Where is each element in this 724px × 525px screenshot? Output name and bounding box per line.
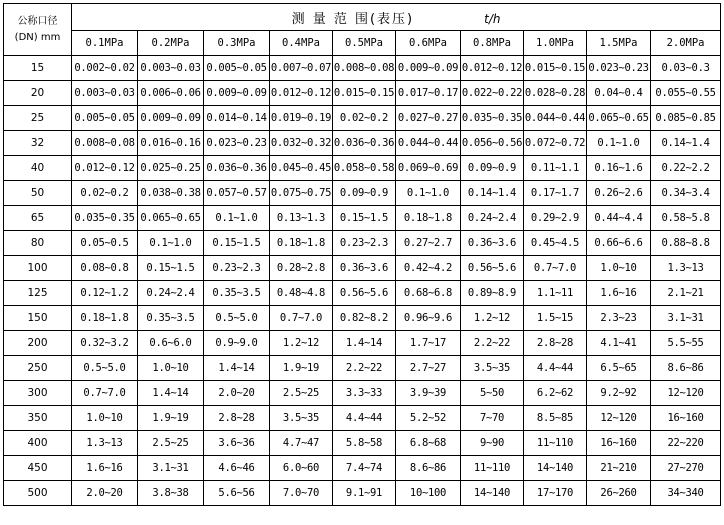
dn-cell: 250 [4,356,72,381]
range-cell: 0.057~0.57 [204,181,270,206]
range-cell: 0.056~0.56 [461,131,524,156]
dn-cell: 100 [4,256,72,281]
range-cell: 7~70 [461,406,524,431]
range-cell: 0.006~0.06 [138,81,204,106]
range-cell: 0.89~8.9 [461,281,524,306]
dn-cell: 65 [4,206,72,231]
table-row [4,181,721,206]
range-cell: 0.003~0.03 [72,81,138,106]
range-cell: 0.015~0.15 [333,81,396,106]
range-cell: 0.014~0.14 [204,106,270,131]
range-cell: 34~340 [651,481,721,506]
range-cell: 0.7~7.0 [524,256,587,281]
range-cell: 0.008~0.08 [333,56,396,81]
range-cell: 0.29~2.9 [524,206,587,231]
table-row [4,81,721,106]
range-cell: 16~160 [651,406,721,431]
range-cell: 0.44~4.4 [587,206,651,231]
range-cell: 0.28~2.8 [270,256,333,281]
dn-cell: 450 [4,456,72,481]
range-cell: 1.4~14 [138,381,204,406]
range-cell: 0.016~0.16 [138,131,204,156]
range-cell: 0.1~1.0 [587,131,651,156]
range-cell: 1.6~16 [587,281,651,306]
range-cell: 1.0~10 [138,356,204,381]
dn-cell: 25 [4,106,72,131]
range-cell: 10~100 [396,481,461,506]
range-cell: 6.2~62 [524,381,587,406]
range-cell: 9.2~92 [587,381,651,406]
dn-cell: 15 [4,56,72,81]
range-cell: 16~160 [587,431,651,456]
range-cell: 0.009~0.09 [138,106,204,131]
pressure-header: 1.5MPa [587,31,651,56]
pressure-header: 0.2MPa [138,31,204,56]
range-cell: 0.017~0.17 [396,81,461,106]
range-cell: 0.7~7.0 [270,306,333,331]
range-cell: 0.023~0.23 [204,131,270,156]
range-cell: 8.6~86 [651,356,721,381]
range-cell: 0.12~1.2 [72,281,138,306]
pressure-header: 2.0MPa [651,31,721,56]
range-cell: 0.36~3.6 [333,256,396,281]
table-row [4,456,721,481]
range-cell: 0.68~6.8 [396,281,461,306]
range-cell: 0.04~0.4 [587,81,651,106]
dn-header-line1: 公称口径 [17,15,58,27]
range-cell: 5.6~56 [204,481,270,506]
range-cell: 0.005~0.05 [204,56,270,81]
range-unit: t/h [484,11,501,26]
dn-cell: 125 [4,281,72,306]
range-cell: 4.7~47 [270,431,333,456]
table-row [4,156,721,181]
range-cell: 2.1~21 [651,281,721,306]
dn-cell: 32 [4,131,72,156]
range-cell: 12~120 [651,381,721,406]
dn-cell: 150 [4,306,72,331]
range-cell: 0.18~1.8 [396,206,461,231]
range-cell: 3.8~38 [138,481,204,506]
dn-cell: 500 [4,481,72,506]
range-cell: 21~210 [587,456,651,481]
range-cell: 0.1~1.0 [138,231,204,256]
range-cell: 0.036~0.36 [204,156,270,181]
range-cell: 3.1~31 [651,306,721,331]
dn-cell: 300 [4,381,72,406]
range-cell: 2.0~20 [72,481,138,506]
table-row [4,331,721,356]
range-cell: 5.5~55 [651,331,721,356]
range-cell: 0.038~0.38 [138,181,204,206]
range-cell: 0.45~4.5 [524,231,587,256]
range-cell: 0.36~3.6 [461,231,524,256]
pressure-header: 1.0MPa [524,31,587,56]
range-cell: 0.028~0.28 [524,81,587,106]
range-cell: 0.045~0.45 [270,156,333,181]
range-cell: 0.012~0.12 [461,56,524,81]
range-cell: 0.48~4.8 [270,281,333,306]
range-cell: 3.1~31 [138,456,204,481]
range-cell: 0.058~0.58 [333,156,396,181]
dn-cell: 50 [4,181,72,206]
range-cell: 0.5~5.0 [72,356,138,381]
range-cell: 7.0~70 [270,481,333,506]
range-cell: 1.0~10 [72,406,138,431]
range-cell: 6.8~68 [396,431,461,456]
range-cell: 0.003~0.03 [138,56,204,81]
table-row [4,481,721,506]
range-cell: 3.5~35 [270,406,333,431]
range-cell: 2.2~22 [461,331,524,356]
range-cell: 2.7~27 [396,356,461,381]
range-cell: 12~120 [587,406,651,431]
range-title-cell [72,4,721,31]
range-cell: 0.27~2.7 [396,231,461,256]
range-cell: 0.14~1.4 [651,131,721,156]
range-cell: 4.4~44 [524,356,587,381]
range-cell: 3.3~33 [333,381,396,406]
range-cell: 0.58~5.8 [651,206,721,231]
range-cell: 0.02~0.2 [72,181,138,206]
table-row [4,56,721,81]
range-cell: 1.2~12 [270,331,333,356]
range-cell: 1.1~11 [524,281,587,306]
table-row [4,306,721,331]
range-cell: 1.3~13 [651,256,721,281]
range-cell: 4.6~46 [204,456,270,481]
header-row-pressures [4,31,721,56]
range-cell: 0.009~0.09 [396,56,461,81]
range-cell: 0.035~0.35 [461,106,524,131]
range-cell: 0.17~1.7 [524,181,587,206]
range-cell: 0.5~5.0 [204,306,270,331]
range-cell: 1.9~19 [138,406,204,431]
range-cell: 14~140 [461,481,524,506]
table-row [4,256,721,281]
range-cell: 5~50 [461,381,524,406]
range-cell: 0.002~0.02 [72,56,138,81]
table-row [4,131,721,156]
range-cell: 0.015~0.15 [524,56,587,81]
range-cell: 0.9~9.0 [204,331,270,356]
range-cell: 0.32~3.2 [72,331,138,356]
range-cell: 0.82~8.2 [333,306,396,331]
range-cell: 0.15~1.5 [138,256,204,281]
range-cell: 0.035~0.35 [72,206,138,231]
range-cell: 0.065~0.65 [138,206,204,231]
range-cell: 0.007~0.07 [270,56,333,81]
range-cell: 0.1~1.0 [204,206,270,231]
range-cell: 4.4~44 [333,406,396,431]
range-cell: 0.072~0.72 [524,131,587,156]
range-cell: 0.036~0.36 [333,131,396,156]
table-row [4,281,721,306]
range-cell: 0.13~1.3 [270,206,333,231]
range-cell: 0.025~0.25 [138,156,204,181]
pressure-header: 0.8MPa [461,31,524,56]
header-row-title [4,4,721,31]
range-cell: 0.22~2.2 [651,156,721,181]
range-cell: 1.0~10 [587,256,651,281]
range-cell: 1.4~14 [333,331,396,356]
range-cell: 2.3~23 [587,306,651,331]
range-cell: 0.56~5.6 [461,256,524,281]
range-cell: 0.35~3.5 [204,281,270,306]
range-cell: 0.6~6.0 [138,331,204,356]
range-cell: 2.2~22 [333,356,396,381]
range-cell: 0.24~2.4 [461,206,524,231]
range-cell: 0.012~0.12 [270,81,333,106]
range-cell: 2.8~28 [524,331,587,356]
range-cell: 0.055~0.55 [651,81,721,106]
pressure-header: 0.1MPa [72,31,138,56]
range-cell: 1.5~15 [524,306,587,331]
range-cell: 0.15~1.5 [204,231,270,256]
table-row [4,381,721,406]
dn-cell: 20 [4,81,72,106]
range-cell: 0.032~0.32 [270,131,333,156]
range-cell: 0.11~1.1 [524,156,587,181]
range-cell: 0.023~0.23 [587,56,651,81]
range-cell: 0.09~0.9 [461,156,524,181]
range-cell: 1.9~19 [270,356,333,381]
range-cell: 0.18~1.8 [72,306,138,331]
range-cell: 0.18~1.8 [270,231,333,256]
range-cell: 2.5~25 [270,381,333,406]
range-cell: 26~260 [587,481,651,506]
range-cell: 0.044~0.44 [396,131,461,156]
range-title: 测 量 范 围(表压) [291,11,415,27]
range-cell: 5.2~52 [396,406,461,431]
dn-cell: 350 [4,406,72,431]
range-cell: 9~90 [461,431,524,456]
range-cell: 3.6~36 [204,431,270,456]
range-cell: 0.14~1.4 [461,181,524,206]
range-cell: 0.08~0.8 [72,256,138,281]
pressure-header: 0.6MPa [396,31,461,56]
range-cell: 0.26~2.6 [587,181,651,206]
range-cell: 0.24~2.4 [138,281,204,306]
range-cell: 0.027~0.27 [396,106,461,131]
range-cell: 0.008~0.08 [72,131,138,156]
flow-range-table-container [3,3,721,506]
range-cell: 0.03~0.3 [651,56,721,81]
range-cell: 17~170 [524,481,587,506]
range-cell: 1.6~16 [72,456,138,481]
range-cell: 11~110 [524,431,587,456]
range-cell: 9.1~91 [333,481,396,506]
range-cell: 0.1~1.0 [396,181,461,206]
table-row [4,356,721,381]
range-cell: 2.0~20 [204,381,270,406]
range-cell: 0.012~0.12 [72,156,138,181]
range-cell: 7.4~74 [333,456,396,481]
dn-cell: 200 [4,331,72,356]
dn-cell: 40 [4,156,72,181]
range-cell: 6.0~60 [270,456,333,481]
dn-header [4,4,72,56]
table-body [4,56,721,506]
range-cell: 2.5~25 [138,431,204,456]
range-cell: 0.085~0.85 [651,106,721,131]
range-cell: 1.4~14 [204,356,270,381]
range-cell: 0.34~3.4 [651,181,721,206]
range-cell: 6.5~65 [587,356,651,381]
range-cell: 0.96~9.6 [396,306,461,331]
range-cell: 14~140 [524,456,587,481]
range-cell: 1.2~12 [461,306,524,331]
dn-cell: 400 [4,431,72,456]
range-cell: 0.42~4.2 [396,256,461,281]
range-cell: 0.88~8.8 [651,231,721,256]
range-cell: 0.075~0.75 [270,181,333,206]
range-cell: 1.3~13 [72,431,138,456]
range-cell: 2.8~28 [204,406,270,431]
range-cell: 0.09~0.9 [333,181,396,206]
range-cell: 0.019~0.19 [270,106,333,131]
pressure-header: 0.4MPa [270,31,333,56]
range-cell: 3.5~35 [461,356,524,381]
dn-header-line2: (DN) mm [14,31,61,43]
range-cell: 0.15~1.5 [333,206,396,231]
table-row [4,406,721,431]
range-cell: 0.009~0.09 [204,81,270,106]
range-cell: 1.7~17 [396,331,461,356]
range-cell: 0.02~0.2 [333,106,396,131]
range-cell: 0.7~7.0 [72,381,138,406]
range-cell: 0.044~0.44 [524,106,587,131]
pressure-header: 0.5MPa [333,31,396,56]
range-cell: 5.8~58 [333,431,396,456]
table-row [4,231,721,256]
range-cell: 0.16~1.6 [587,156,651,181]
table-row [4,206,721,231]
range-cell: 0.005~0.05 [72,106,138,131]
range-cell: 0.66~6.6 [587,231,651,256]
range-cell: 0.069~0.69 [396,156,461,181]
range-cell: 8.5~85 [524,406,587,431]
flow-range-table [3,3,721,506]
table-row [4,106,721,131]
range-cell: 4.1~41 [587,331,651,356]
range-cell: 0.23~2.3 [333,231,396,256]
range-cell: 22~220 [651,431,721,456]
range-cell: 0.23~2.3 [204,256,270,281]
range-cell: 8.6~86 [396,456,461,481]
range-cell: 0.022~0.22 [461,81,524,106]
range-cell: 27~270 [651,456,721,481]
range-cell: 11~110 [461,456,524,481]
range-cell: 0.065~0.65 [587,106,651,131]
range-cell: 0.56~5.6 [333,281,396,306]
range-cell: 0.35~3.5 [138,306,204,331]
dn-cell: 80 [4,231,72,256]
table-row [4,431,721,456]
pressure-header: 0.3MPa [204,31,270,56]
range-cell: 0.05~0.5 [72,231,138,256]
range-cell: 3.9~39 [396,381,461,406]
